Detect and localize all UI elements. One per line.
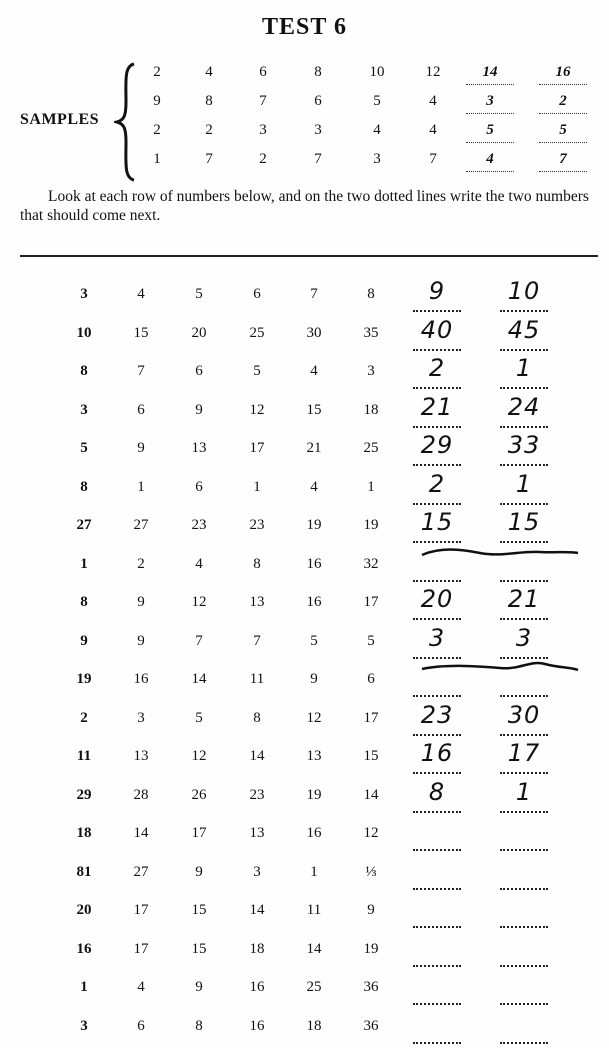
sample-number: 4 [429, 93, 437, 109]
page-title: TEST 6 [262, 14, 347, 40]
dotted-line [500, 811, 548, 813]
sequence-number: 14 [133, 825, 149, 841]
sample-number: 7 [205, 151, 213, 167]
answer-field[interactable] [496, 585, 552, 618]
sequence-number: 36 [363, 1017, 379, 1034]
answer-field[interactable] [409, 315, 465, 349]
sequence-number: 19 [306, 517, 322, 533]
handwritten-answer: 24 [507, 392, 541, 421]
sample-row [0, 122, 609, 146]
sample-number: 4 [429, 122, 437, 138]
sequence-number: 14 [363, 786, 379, 803]
dotted-line [413, 1003, 461, 1005]
answer-field[interactable] [409, 739, 465, 772]
answer-field[interactable] [496, 315, 552, 349]
sequence-number: 23 [249, 517, 265, 533]
dotted-line [413, 734, 461, 736]
handwritten-answer: 3 [428, 623, 446, 652]
sequence-number: 4 [137, 286, 145, 302]
dotted-line [413, 965, 461, 967]
sequence-number: 17 [191, 825, 207, 841]
dotted-line [500, 618, 548, 620]
question-row [0, 1018, 609, 1042]
question-row [0, 700, 609, 734]
sequence-number: 5 [253, 363, 261, 379]
sequence-number: 11 [76, 748, 92, 764]
answer-field[interactable] [409, 585, 465, 618]
sample-number: 7 [314, 151, 322, 167]
sequence-number: 29 [76, 786, 92, 803]
dotted-line [413, 580, 461, 582]
handwritten-answer: 10 [507, 277, 541, 305]
dotted-line [413, 849, 461, 851]
answer-field[interactable] [496, 431, 552, 464]
sequence-number: 8 [80, 594, 88, 610]
dotted-line [500, 965, 548, 967]
sequence-number: 19 [363, 517, 379, 533]
sequence-number: 6 [195, 363, 203, 379]
sequence-number: 4 [137, 979, 145, 995]
sequence-number: 26 [191, 786, 207, 803]
sample-answer: 2 [539, 93, 587, 110]
sequence-number: 9 [137, 440, 145, 456]
sequence-number: 13 [249, 825, 265, 841]
sequence-number: 16 [249, 979, 265, 995]
answer-field[interactable] [409, 979, 465, 1003]
question-row [0, 277, 609, 310]
dotted-line [500, 1042, 548, 1044]
sequence-number: 16 [133, 671, 149, 687]
sequence-number: 12 [191, 748, 207, 764]
sequence-number: 14 [249, 902, 265, 918]
handwritten-answer: 1 [515, 777, 533, 806]
answer-field[interactable] [409, 277, 465, 310]
dotted-line [500, 695, 548, 697]
dotted-line [413, 1042, 461, 1044]
sample-number: 6 [314, 93, 322, 109]
sequence-number: 16 [306, 825, 322, 841]
sequence-number: 8 [253, 709, 261, 726]
sequence-number: 3 [80, 401, 88, 418]
sequence-number: 9 [195, 979, 203, 995]
handwritten-answer: 15 [420, 508, 454, 536]
sequence-number: 81 [76, 863, 92, 880]
sample-number: 8 [314, 64, 322, 80]
answer-field[interactable] [496, 864, 552, 888]
question-row [0, 315, 609, 349]
sequence-number: 5 [367, 632, 375, 649]
sequence-number: 23 [191, 517, 207, 533]
answer-field[interactable] [409, 864, 465, 888]
sequence-number: 6 [137, 401, 145, 418]
handwritten-answer: 2 [428, 469, 446, 498]
sample-number: 2 [153, 122, 161, 138]
answer-field[interactable] [409, 508, 465, 541]
dotted-line [500, 1003, 548, 1005]
handwritten-answer: 1 [515, 354, 533, 382]
sequence-number: 6 [195, 478, 203, 495]
dotted-line [413, 811, 461, 813]
answer-field[interactable] [409, 1018, 465, 1042]
answer-field[interactable] [496, 623, 552, 657]
crossed-out-line [420, 543, 580, 563]
sequence-number: 4 [310, 478, 318, 495]
sequence-number: 27 [133, 517, 149, 533]
dotted-line [413, 926, 461, 928]
handwritten-answer: 3 [515, 623, 533, 652]
sample-row [0, 93, 609, 117]
answer-field[interactable] [496, 700, 552, 734]
question-row [0, 739, 609, 772]
answer-field[interactable] [409, 392, 465, 426]
sequence-number: 21 [306, 440, 322, 456]
dotted-line [500, 310, 548, 312]
sample-number: 3 [373, 151, 381, 167]
answer-field[interactable] [496, 777, 552, 811]
sequence-number: 23 [249, 786, 265, 803]
sequence-number: 13 [306, 748, 322, 764]
sequence-number: 7 [253, 632, 261, 649]
sequence-number: 16 [306, 555, 322, 572]
sequence-number: 17 [363, 594, 379, 610]
handwritten-answer: 45 [507, 315, 541, 344]
sequence-number: 19 [306, 786, 322, 803]
answer-field[interactable] [496, 739, 552, 772]
answer-field[interactable] [496, 508, 552, 541]
sequence-number: 9 [310, 671, 318, 687]
sequence-number: 28 [133, 786, 149, 803]
dotted-line [413, 503, 461, 505]
sequence-number: 30 [306, 324, 322, 341]
sequence-number: 16 [306, 594, 322, 610]
question-row [0, 777, 609, 811]
sequence-number: 3 [137, 709, 145, 726]
sequence-number: 1 [137, 478, 145, 495]
sample-number: 9 [153, 93, 161, 109]
sequence-number: 27 [76, 517, 92, 533]
sequence-number: 2 [80, 709, 88, 726]
sequence-number: 4 [195, 555, 203, 572]
sequence-number: 15 [306, 401, 322, 418]
sequence-number: 12 [306, 709, 322, 726]
answer-field[interactable] [496, 979, 552, 1003]
sequence-number: 1 [80, 555, 88, 572]
divider [20, 255, 598, 257]
answer-field[interactable] [409, 354, 465, 387]
sample-answer: 5 [466, 122, 514, 139]
sequence-number: 27 [133, 863, 149, 880]
sequence-number: 9 [137, 594, 145, 610]
sample-number: 2 [259, 151, 267, 167]
sequence-number: 12 [363, 825, 379, 841]
sample-number: 7 [259, 93, 267, 109]
sample-row [0, 64, 609, 88]
sample-number: 10 [369, 64, 385, 80]
sample-answer: 3 [466, 93, 514, 110]
sequence-number: 12 [249, 401, 265, 418]
sequence-number: 25 [306, 979, 322, 995]
sequence-number: 35 [363, 324, 379, 341]
question-row [0, 864, 609, 888]
sequence-number: 10 [76, 324, 92, 341]
sequence-number: 17 [363, 709, 379, 726]
sequence-number: 3 [253, 863, 261, 880]
dotted-line [413, 387, 461, 389]
dotted-line [500, 580, 548, 582]
sequence-number: 5 [310, 632, 318, 649]
dotted-line [413, 772, 461, 774]
handwritten-answer: 9 [428, 277, 446, 305]
dotted-line [500, 734, 548, 736]
sequence-number: 18 [363, 401, 379, 418]
sample-number: 5 [373, 93, 381, 109]
sequence-number: 2 [137, 555, 145, 572]
sequence-number: 18 [306, 1017, 322, 1034]
sequence-number: 14 [306, 940, 322, 957]
sequence-number: 1 [80, 979, 88, 995]
crossed-out-line [420, 658, 580, 678]
sample-number: 2 [153, 64, 161, 80]
sample-answer: 7 [539, 151, 587, 168]
answer-field[interactable] [496, 1018, 552, 1042]
sequence-number: 1 [253, 478, 261, 495]
sequence-number: ⅓ [365, 863, 377, 880]
question-row [0, 431, 609, 464]
sequence-number: 6 [253, 286, 261, 302]
sequence-number: 15 [191, 940, 207, 957]
sample-number: 6 [259, 64, 267, 80]
sequence-number: 9 [195, 863, 203, 880]
answer-field[interactable] [496, 825, 552, 849]
sequence-number: 8 [367, 286, 375, 302]
question-row [0, 354, 609, 387]
answer-field[interactable] [409, 431, 465, 464]
sequence-number: 16 [76, 940, 92, 957]
sequence-number: 15 [133, 324, 149, 341]
sample-answer: 4 [466, 151, 514, 168]
dotted-line [413, 888, 461, 890]
dotted-line [413, 464, 461, 466]
sequence-number: 3 [80, 1017, 88, 1034]
answer-field[interactable] [496, 902, 552, 926]
sample-answer: 16 [539, 64, 587, 81]
sequence-number: 3 [367, 363, 375, 379]
handwritten-answer: 21 [507, 585, 541, 613]
sequence-number: 12 [191, 594, 207, 610]
question-row [0, 941, 609, 965]
sequence-number: 13 [191, 440, 207, 456]
handwritten-answer: 2 [428, 354, 446, 382]
sample-number: 2 [205, 122, 213, 138]
sequence-number: 6 [367, 671, 375, 687]
answer-field[interactable] [409, 777, 465, 811]
sequence-number: 19 [363, 940, 379, 957]
sequence-number: 36 [363, 979, 379, 995]
question-row [0, 979, 609, 1003]
sample-number: 8 [205, 93, 213, 109]
sequence-number: 18 [76, 825, 92, 841]
dotted-line [500, 387, 548, 389]
answer-field[interactable] [496, 277, 552, 310]
sequence-number: 8 [253, 555, 261, 572]
answer-field[interactable] [409, 623, 465, 657]
handwritten-answer: 17 [507, 739, 541, 767]
answer-field[interactable] [496, 469, 552, 503]
sequence-number: 9 [195, 401, 203, 418]
handwritten-answer: 33 [507, 431, 541, 459]
dotted-line [500, 503, 548, 505]
sample-number: 12 [425, 64, 441, 80]
sequence-number: 20 [76, 902, 92, 918]
question-row [0, 902, 609, 926]
sequence-number: 19 [76, 671, 92, 687]
handwritten-answer: 15 [507, 508, 541, 536]
answer-field[interactable] [409, 825, 465, 849]
sequence-number: 5 [80, 440, 88, 456]
sequence-number: 18 [249, 940, 265, 957]
dotted-line [413, 349, 461, 351]
answer-field[interactable] [409, 469, 465, 503]
dotted-line [500, 464, 548, 466]
sequence-number: 9 [80, 632, 88, 649]
dotted-line [413, 618, 461, 620]
handwritten-answer: 40 [420, 315, 454, 344]
sample-number: 4 [205, 64, 213, 80]
sequence-number: 25 [249, 324, 265, 341]
sample-answer: 5 [539, 122, 587, 139]
handwritten-answer: 30 [507, 700, 541, 729]
question-row [0, 392, 609, 426]
sequence-number: 16 [249, 1017, 265, 1034]
handwritten-answer: 23 [420, 700, 454, 729]
sequence-number: 15 [363, 748, 379, 764]
question-row [0, 585, 609, 618]
dotted-line [500, 349, 548, 351]
sequence-number: 6 [137, 1017, 145, 1034]
sequence-number: 14 [191, 671, 207, 687]
sequence-number: 9 [367, 902, 375, 918]
sequence-number: 17 [133, 902, 149, 918]
sample-answer: 14 [466, 64, 514, 81]
dotted-line [500, 926, 548, 928]
sample-number: 7 [429, 151, 437, 167]
answer-field[interactable] [496, 354, 552, 387]
handwritten-answer: 16 [420, 739, 454, 767]
answer-field[interactable] [409, 902, 465, 926]
sequence-number: 4 [310, 363, 318, 379]
sequence-number: 13 [249, 594, 265, 610]
dotted-line [500, 888, 548, 890]
sequence-number: 1 [367, 478, 375, 495]
sequence-number: 7 [137, 363, 145, 379]
sequence-number: 8 [195, 1017, 203, 1034]
sequence-number: 32 [363, 555, 379, 572]
sequence-number: 7 [195, 632, 203, 649]
question-row [0, 623, 609, 657]
dotted-line [413, 695, 461, 697]
sequence-number: 8 [80, 363, 88, 379]
instructions-text: Look at each row of numbers below, and on the two dotted lines write the two numbers that should come next. [20, 188, 589, 224]
sequence-number: 15 [191, 902, 207, 918]
handwritten-answer: 8 [428, 777, 446, 806]
sequence-number: 8 [80, 478, 88, 495]
question-row [0, 508, 609, 541]
samples-label: SAMPLES [20, 111, 100, 128]
dotted-line [413, 310, 461, 312]
sequence-number: 3 [80, 286, 88, 302]
sample-row [0, 151, 609, 175]
sequence-number: 7 [310, 286, 318, 302]
dotted-line [500, 426, 548, 428]
sequence-number: 5 [195, 709, 203, 726]
sequence-number: 1 [310, 863, 318, 880]
sample-number: 1 [153, 151, 161, 167]
answer-field[interactable] [409, 941, 465, 965]
question-row [0, 469, 609, 503]
sequence-number: 11 [306, 902, 322, 918]
dotted-line [500, 849, 548, 851]
sample-number: 3 [259, 122, 267, 138]
sequence-number: 20 [191, 324, 207, 341]
sample-number: 4 [373, 122, 381, 138]
handwritten-answer: 1 [515, 469, 533, 498]
sequence-number: 17 [249, 440, 265, 456]
handwritten-answer: 21 [420, 392, 454, 421]
sequence-number: 13 [133, 748, 149, 764]
answer-field[interactable] [496, 941, 552, 965]
sequence-number: 11 [249, 671, 265, 687]
sequence-number: 17 [133, 940, 149, 957]
sequence-number: 5 [195, 286, 203, 302]
question-row [0, 825, 609, 849]
sample-number: 3 [314, 122, 322, 138]
dotted-line [413, 426, 461, 428]
handwritten-answer: 29 [420, 431, 454, 459]
sequence-number: 14 [249, 748, 265, 764]
answer-field[interactable] [496, 392, 552, 426]
sequence-number: 9 [137, 632, 145, 649]
handwritten-answer: 20 [420, 585, 454, 613]
dotted-line [500, 772, 548, 774]
answer-field[interactable] [409, 700, 465, 734]
sequence-number: 25 [363, 440, 379, 456]
